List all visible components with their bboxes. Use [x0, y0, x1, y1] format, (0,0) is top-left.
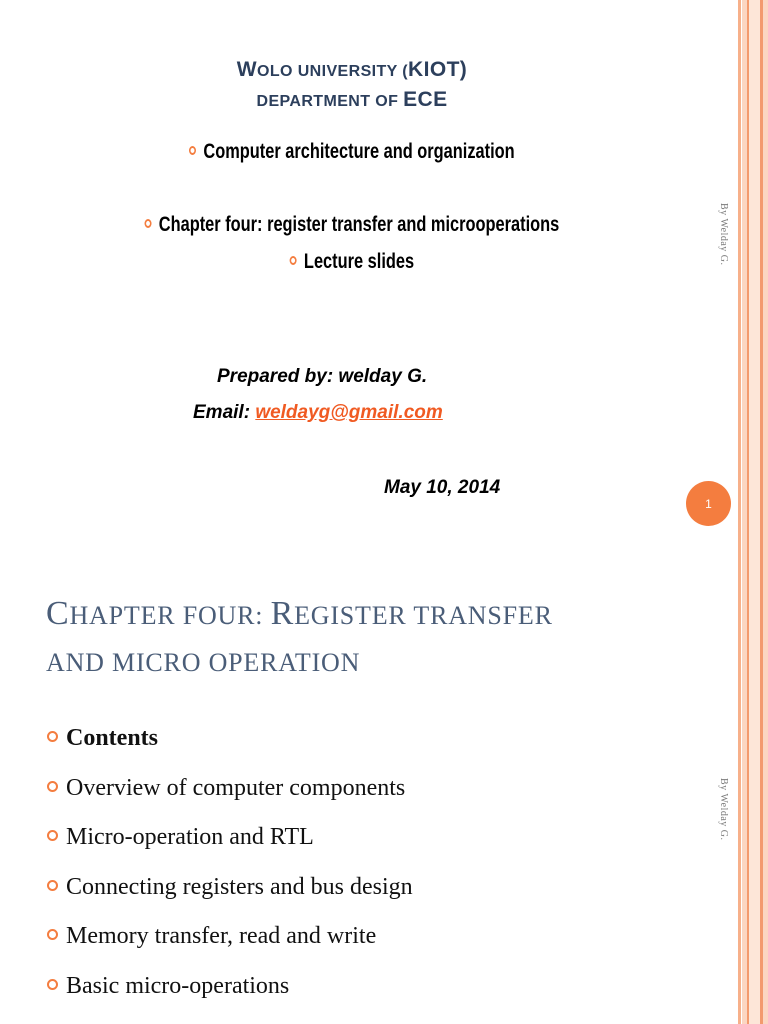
list-item-text: Overview of computer components	[66, 774, 406, 801]
title-line-2: AND MICRO OPERATION	[46, 648, 361, 677]
course-title: Computer architecture and organization	[203, 140, 515, 163]
list-item-text: Basic micro-operations	[66, 972, 290, 999]
bullet-course	[0, 140, 704, 164]
slide-number-badge: 1	[686, 481, 731, 526]
email-label: Email:	[193, 402, 251, 423]
author-side-note: By Welday G.	[718, 778, 729, 841]
list-item	[47, 916, 697, 966]
bullet-icon	[47, 731, 58, 742]
list-item-text: Memory transfer, read and write	[66, 923, 377, 950]
title-initial: R	[270, 595, 295, 632]
bullet-icon	[145, 219, 152, 228]
email-link[interactable]: weldayg@gmail.com	[255, 402, 443, 423]
decorative-stripe	[749, 0, 760, 1024]
contents-list	[47, 718, 697, 1016]
list-item	[47, 817, 697, 867]
bullet-lecture	[0, 250, 704, 274]
title-text: HAPTER FOUR:	[69, 601, 271, 630]
heading-kiot: KIOT	[408, 58, 460, 81]
list-item-text: Micro-operation and RTL	[66, 824, 314, 851]
department-text: DEPARTMENT OF	[256, 93, 404, 110]
bullet-chapter	[0, 213, 704, 237]
list-item-text: Connecting registers and bus design	[66, 873, 413, 900]
contents-heading: Contents	[66, 725, 159, 751]
email-line	[193, 402, 443, 424]
bullet-icon	[47, 979, 58, 990]
bullet-icon	[47, 880, 58, 891]
title-initial: C	[46, 595, 70, 632]
list-item	[47, 966, 697, 1016]
chapter-heading	[46, 590, 706, 686]
heading-text: OLO UNIVERSITY (	[257, 63, 409, 80]
department-ece: ECE	[403, 88, 448, 111]
lecture-label: Lecture slides	[303, 250, 415, 273]
decorative-stripe	[738, 0, 741, 1024]
list-item	[47, 768, 697, 818]
list-item	[47, 867, 697, 917]
chapter-title: Chapter four: register transfer and microoperations	[158, 213, 560, 236]
department-heading	[0, 88, 704, 112]
decorative-stripe	[763, 0, 768, 1024]
prepared-by: Prepared by: welday G.	[217, 366, 428, 387]
university-heading	[0, 58, 704, 82]
bullet-icon	[47, 929, 58, 940]
list-item	[47, 718, 697, 768]
heading-paren: )	[459, 58, 468, 81]
author-side-note: By Welday G.	[718, 203, 729, 266]
bullet-icon	[47, 830, 58, 841]
bullet-icon	[47, 781, 58, 792]
date: May 10, 2014	[384, 477, 501, 498]
title-text: EGISTER TRANSFER	[294, 601, 553, 630]
heading-initial: W	[236, 58, 258, 81]
bullet-icon	[189, 146, 196, 155]
bullet-icon	[290, 256, 297, 265]
